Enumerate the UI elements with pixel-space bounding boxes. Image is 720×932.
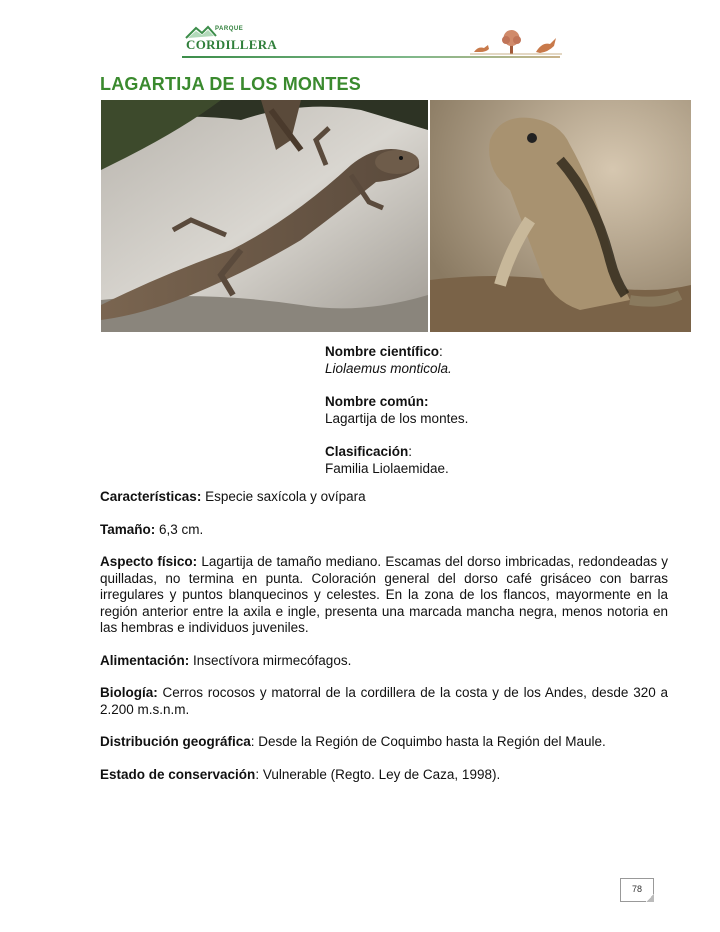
page-title: LAGARTIJA DE LOS MONTES (100, 74, 361, 94)
aspecto-text: Lagartija de tamaño mediano. Escamas del dorso imbricadas, redondeadas y quilladas, no termina en punta. Coloración general del dorso café grisáceo con barras irregulares y puntos blanquecinos y celestes. En la zona de los flancos, mayormente en la región anterior entre la axila e ingle, presenta una marcada mancha negra, menos notoria en las hembras e individuos juveniles. (100, 554, 669, 635)
logo-parque-text: PARQUE (215, 26, 244, 32)
common-name-label: Nombre común: (325, 394, 429, 409)
tamano-text: 6,3 cm. (155, 521, 204, 537)
caracteristicas-label: Características: (100, 489, 202, 504)
distribucion-paragraph (100, 734, 668, 751)
classification-label: Clasificación (325, 444, 409, 459)
scientific-name-value: Liolaemus monticola. (325, 361, 452, 376)
classification-group: Clasificación: Familia Liolaemidae. (325, 443, 685, 477)
classification-value: Familia Liolaemidae. (325, 461, 449, 476)
page-number-box (620, 878, 654, 902)
biologia-text: Cerros rocosos y matorral de la cordillera de la costa y de los Andes, desde 320 a 2.200 m.s.n.m. (100, 685, 668, 717)
tamano-label: Tamaño: (100, 521, 156, 537)
page-number: 78 (631, 884, 642, 894)
lizard-portrait-photo (430, 100, 691, 332)
alimentacion-text: Insectívora mirmecófagos. (189, 652, 352, 668)
aspecto-label: Aspecto físico: (100, 554, 198, 569)
distribucion-text: : Desde la Región de Coquimbo hasta la Región del Maule. (250, 734, 606, 749)
page-header (0, 0, 720, 70)
species-info (325, 343, 685, 493)
parque-cordillera-logo (182, 24, 278, 58)
distribucion-label: Distribución geográfica (100, 734, 251, 749)
aspecto-paragraph (100, 554, 668, 637)
common-name-value: Lagartija de los montes. (325, 411, 469, 426)
species-description (100, 489, 668, 799)
estado-label: Estado de conservación (100, 766, 256, 782)
header-divider (182, 56, 560, 58)
scientific-name-label: Nombre científico (325, 344, 440, 359)
lizard-on-rock-photo (101, 100, 428, 332)
alimentacion-paragraph (100, 653, 668, 670)
common-name-group (325, 393, 685, 427)
caracteristicas-text: Especie saxícola y ovípara (201, 489, 366, 504)
alimentacion-label: Alimentación: (100, 652, 190, 668)
logo-cordillera-text: CORDILLERA (186, 37, 278, 52)
biologia-paragraph (100, 685, 668, 718)
lizard-photos (101, 100, 691, 332)
estado-paragraph (100, 767, 668, 784)
scientific-name-group: Nombre científico: Liolaemus monticola. (325, 343, 685, 377)
fauna-decoration-icon (470, 28, 562, 56)
tamano-paragraph (100, 522, 668, 539)
estado-text: : Vulnerable (Regto. Ley de Caza, 1998). (255, 766, 501, 782)
biologia-label: Biología: (100, 685, 158, 700)
caracteristicas-paragraph (100, 489, 668, 506)
